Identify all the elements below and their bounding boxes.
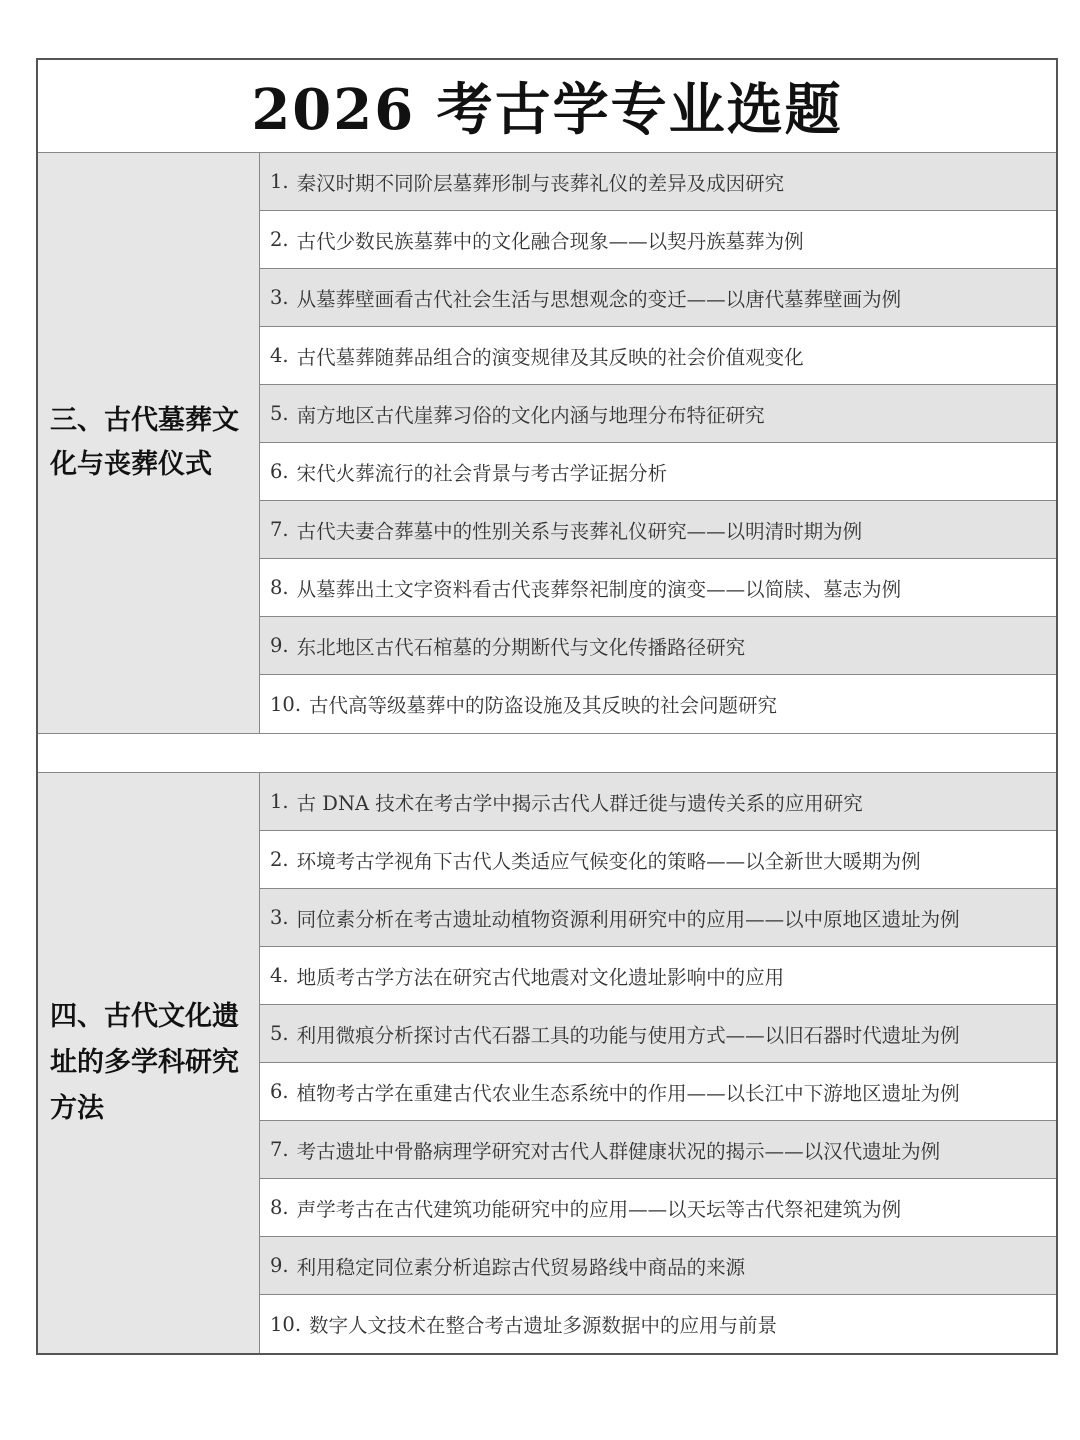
topic-text: 环境考古学视角下古代人类适应气候变化的策略——以全新世大暖期为例 <box>296 849 921 873</box>
topic-row <box>260 327 1056 385</box>
topic-number: 5. <box>270 402 289 425</box>
topic-text: 同位素分析在考古遗址动植物资源利用研究中的应用——以中原地区遗址为例 <box>296 907 960 931</box>
topic-row <box>260 385 1056 443</box>
topic-number: 4. <box>270 344 289 367</box>
topic-number: 9. <box>270 634 289 657</box>
topic-row <box>260 675 1056 733</box>
topic-table <box>36 58 1058 1355</box>
topic-number: 3. <box>270 286 289 309</box>
section-tomb-culture <box>38 153 1056 734</box>
topic-row <box>260 1295 1056 1353</box>
topic-number: 4. <box>270 964 289 987</box>
topic-row <box>260 501 1056 559</box>
topic-row <box>260 269 1056 327</box>
topic-row <box>260 559 1056 617</box>
topic-text: 宋代火葬流行的社会背景与考古学证据分析 <box>296 461 668 485</box>
topic-text: 南方地区古代崖葬习俗的文化内涵与地理分布特征研究 <box>296 403 765 427</box>
topic-number: 1. <box>270 170 289 193</box>
topic-list <box>260 773 1056 1353</box>
topic-text: 考古遗址中骨骼病理学研究对古代人群健康状况的揭示——以汉代遗址为例 <box>296 1139 941 1163</box>
section-label-text: 三、古代墓葬文化与丧葬仪式 <box>50 405 239 480</box>
topic-row <box>260 889 1056 947</box>
topic-text: 古代墓葬随葬品组合的演变规律及其反映的社会价值观变化 <box>296 345 804 369</box>
section-label <box>38 773 260 1353</box>
topic-row <box>260 443 1056 501</box>
topic-text: 古代高等级墓葬中的防盗设施及其反映的社会问题研究 <box>309 694 778 717</box>
topic-number: 10. <box>270 1312 302 1336</box>
page-title: 2026 考古学专业选题 <box>251 77 843 143</box>
topic-row <box>260 211 1056 269</box>
topic-text: 数字人文技术在整合考古遗址多源数据中的应用与前景 <box>309 1314 778 1337</box>
topic-text: 利用微痕分析探讨古代石器工具的功能与使用方式——以旧石器时代遗址为例 <box>296 1023 960 1047</box>
topic-text: 古 DNA 技术在考古学中揭示古代人群迁徙与遗传关系的应用研究 <box>296 791 863 815</box>
topic-number: 2. <box>270 228 289 251</box>
section-label <box>38 153 260 733</box>
topic-row <box>260 947 1056 1005</box>
topic-number: 8. <box>270 576 289 599</box>
topic-number: 7. <box>270 1138 289 1161</box>
section-label-text: 四、古代文化遗址的多学科研究方法 <box>50 1001 239 1124</box>
topic-text: 东北地区古代石棺墓的分期断代与文化传播路径研究 <box>296 635 746 659</box>
topic-text: 地质考古学方法在研究古代地震对文化遗址影响中的应用 <box>296 965 785 989</box>
topic-number: 10. <box>270 692 302 716</box>
topic-number: 2. <box>270 848 289 871</box>
topic-row <box>260 831 1056 889</box>
topic-number: 6. <box>270 460 289 483</box>
topic-text: 从墓葬出土文字资料看古代丧葬祭祀制度的演变——以简牍、墓志为例 <box>296 577 902 601</box>
topic-text: 植物考古学在重建古代农业生态系统中的作用——以长江中下游地区遗址为例 <box>296 1081 960 1105</box>
topic-row <box>260 773 1056 831</box>
topic-row <box>260 1121 1056 1179</box>
topic-number: 3. <box>270 906 289 929</box>
topic-text: 古代夫妻合葬墓中的性别关系与丧葬礼仪研究——以明清时期为例 <box>296 519 863 543</box>
topic-number: 8. <box>270 1196 289 1219</box>
topic-number: 1. <box>270 790 289 813</box>
section-multidisciplinary <box>38 773 1056 1353</box>
topic-text: 声学考古在古代建筑功能研究中的应用——以天坛等古代祭祀建筑为例 <box>296 1197 902 1221</box>
topic-text: 从墓葬壁画看古代社会生活与思想观念的变迁——以唐代墓葬壁画为例 <box>296 287 902 311</box>
topic-row <box>260 617 1056 675</box>
topic-row <box>260 153 1056 211</box>
topic-list <box>260 153 1056 733</box>
topic-text: 秦汉时期不同阶层墓葬形制与丧葬礼仪的差异及成因研究 <box>296 171 785 195</box>
topic-row <box>260 1063 1056 1121</box>
topic-number: 5. <box>270 1022 289 1045</box>
topic-row <box>260 1179 1056 1237</box>
topic-text: 利用稳定同位素分析追踪古代贸易路线中商品的来源 <box>296 1255 746 1279</box>
topic-row <box>260 1005 1056 1063</box>
topic-row <box>260 1237 1056 1295</box>
topic-number: 7. <box>270 518 289 541</box>
title-row <box>38 60 1056 153</box>
topic-number: 9. <box>270 1254 289 1277</box>
topic-number: 6. <box>270 1080 289 1103</box>
spacer-row <box>38 734 1056 773</box>
topic-text: 古代少数民族墓葬中的文化融合现象——以契丹族墓葬为例 <box>296 229 804 253</box>
